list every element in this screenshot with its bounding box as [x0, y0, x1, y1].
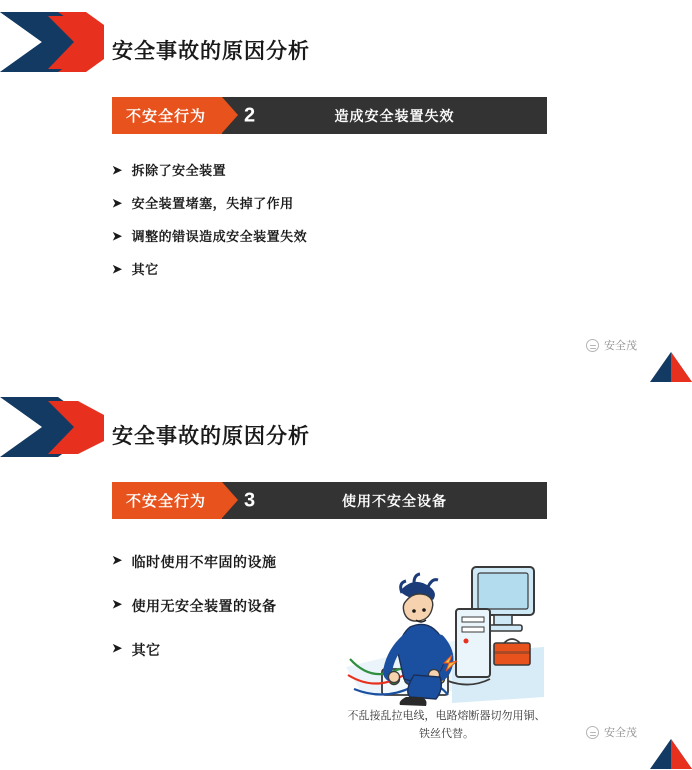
- bullet-arrow-icon: ➤: [112, 553, 123, 567]
- arrow-logo-icon: [0, 397, 104, 457]
- banner-subtitle: 使用不安全设备: [342, 492, 447, 509]
- list-item: [112, 553, 277, 571]
- corner-arrow-icon: [650, 352, 692, 382]
- list-item-label: 使用无安全装置的设备: [131, 598, 277, 615]
- list-item: [112, 163, 307, 180]
- banner-right: [222, 482, 547, 519]
- corner-arrow-icon: [650, 739, 692, 769]
- list-item: [112, 262, 307, 279]
- banner-notch: [222, 482, 238, 518]
- wechat-icon: [586, 726, 599, 739]
- list-item: [112, 229, 307, 246]
- banner-notch: [222, 97, 238, 133]
- arrow-logo-icon: [0, 12, 104, 72]
- bullet-arrow-icon: ➤: [112, 597, 123, 612]
- banner-label: 不安全行为: [112, 97, 222, 134]
- section-banner: [112, 97, 547, 134]
- list-item-label: 拆除了安全装置: [131, 163, 227, 178]
- section-banner: [112, 482, 547, 519]
- banner-number: 3: [244, 489, 256, 511]
- list-item: [112, 641, 277, 659]
- banner-label: 不安全行为: [112, 482, 222, 519]
- bullet-arrow-icon: ➤: [112, 641, 123, 656]
- page-title: 安全事故的原因分析: [112, 425, 310, 448]
- bullet-arrow-icon: ➤: [112, 195, 123, 210]
- bullet-arrow-icon: ➤: [112, 228, 123, 243]
- banner-right: [222, 97, 547, 134]
- electrical-hazard-cartoon: [344, 547, 549, 727]
- bullet-list: [112, 163, 307, 295]
- watermark-label: 安全茂: [604, 340, 637, 352]
- list-item: [112, 597, 277, 615]
- bullet-arrow-icon: ➤: [112, 261, 123, 276]
- banner-subtitle: 造成安全装置失效: [334, 107, 455, 124]
- list-item-label: 调整的错误造成安全装置失效: [131, 228, 308, 244]
- list-item-label: 其它: [131, 642, 161, 659]
- list-item-label: 安全装置堵塞，失掉了作用: [131, 195, 294, 211]
- watermark: [586, 337, 637, 353]
- wechat-icon: [586, 339, 599, 352]
- list-item-label: 临时使用不牢固的设施: [131, 554, 277, 570]
- page-title: 安全事故的原因分析: [112, 40, 310, 63]
- slide-2: [0, 385, 692, 770]
- bullet-arrow-icon: ➤: [112, 163, 123, 177]
- illustration-caption: 不乱接乱拉电线，电路熔断器切勿用铜、铁丝代替。: [347, 710, 546, 740]
- watermark: [586, 724, 637, 740]
- list-item: [112, 196, 307, 213]
- bullet-list: [112, 553, 277, 686]
- watermark-label: 安全茂: [604, 727, 637, 739]
- banner-number: 2: [244, 104, 256, 126]
- list-item-label: 其它: [131, 261, 159, 277]
